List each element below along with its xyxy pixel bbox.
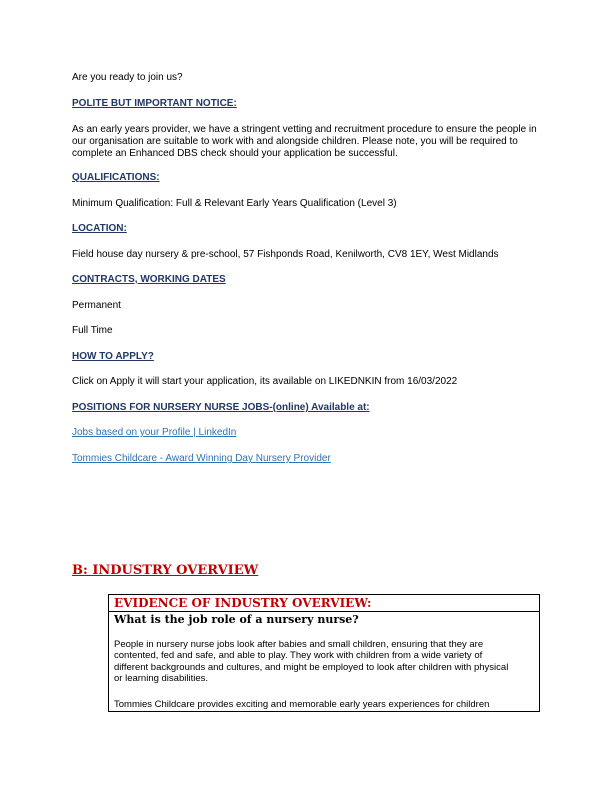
contracts-heading: CONTRACTS, WORKING DATES <box>72 274 226 285</box>
qualifications-heading: QUALIFICATIONS: <box>72 172 160 183</box>
how-to-apply-heading: HOW TO APPLY? <box>72 351 154 362</box>
paragraph-line-4: or learning disabilities. <box>114 673 208 685</box>
evidence-heading: EVIDENCE OF INDUSTRY OVERVIEW: <box>114 596 372 610</box>
notice-line-3: complete an Enhanced DBS check should your application be successful. <box>72 148 398 159</box>
tommies-childcare-link[interactable]: Tommies Childcare - Award Winning Day Nursery Provider <box>72 453 331 464</box>
qualifications-text: Minimum Qualification: Full & Relevant Early Years Qualification (Level 3) <box>72 198 397 209</box>
location-text: Field house day nursery & pre-school, 57 Fishponds Road, Kenilworth, CV8 1EY, West Midlands <box>72 249 499 260</box>
notice-line-2: our organisation are suitable to work with and alongside children. Please note, you will be required to <box>72 136 518 147</box>
industry-overview-box <box>108 594 540 712</box>
nursery-nurse-paragraph <box>114 639 532 685</box>
notice-heading: POLITE BUT IMPORTANT NOTICE: <box>72 98 237 109</box>
notice-line-1: As an early years provider, we have a stringent vetting and recruitment procedure to ensure the people in <box>72 124 537 135</box>
contract-hours-text: Full Time <box>72 325 113 336</box>
location-heading: LOCATION: <box>72 223 127 234</box>
nursery-nurse-question: What is the job role of a nursery nurse? <box>114 613 359 626</box>
linkedin-jobs-link[interactable]: Jobs based on your Profile | LinkedIn <box>72 427 237 438</box>
box-divider <box>109 611 539 612</box>
paragraph-line-2: contented, fed and safe, and able to play. They work with children from a wide variety of <box>114 650 483 662</box>
industry-overview-title: B: INDUSTRY OVERVIEW <box>72 563 259 578</box>
how-to-apply-text: Click on Apply it will start your application, its available on LIKEDNKIN from 16/03/2022 <box>72 376 458 387</box>
positions-heading: POSITIONS FOR NURSERY NURSE JOBS-(online) Available at: <box>72 402 370 413</box>
contract-type-text: Permanent <box>72 300 121 311</box>
paragraph-line-3: different backgrounds and cultures, and might be employed to look after children with physical <box>114 661 509 673</box>
intro-text: Are you ready to join us? <box>72 72 183 83</box>
paragraph-line-1: People in nursery nurse jobs look after babies and small children, ensuring that they are <box>114 639 484 650</box>
notice-body <box>72 124 542 160</box>
tommies-paragraph: Tommies Childcare provides exciting and memorable early years experiences for children <box>114 699 490 710</box>
